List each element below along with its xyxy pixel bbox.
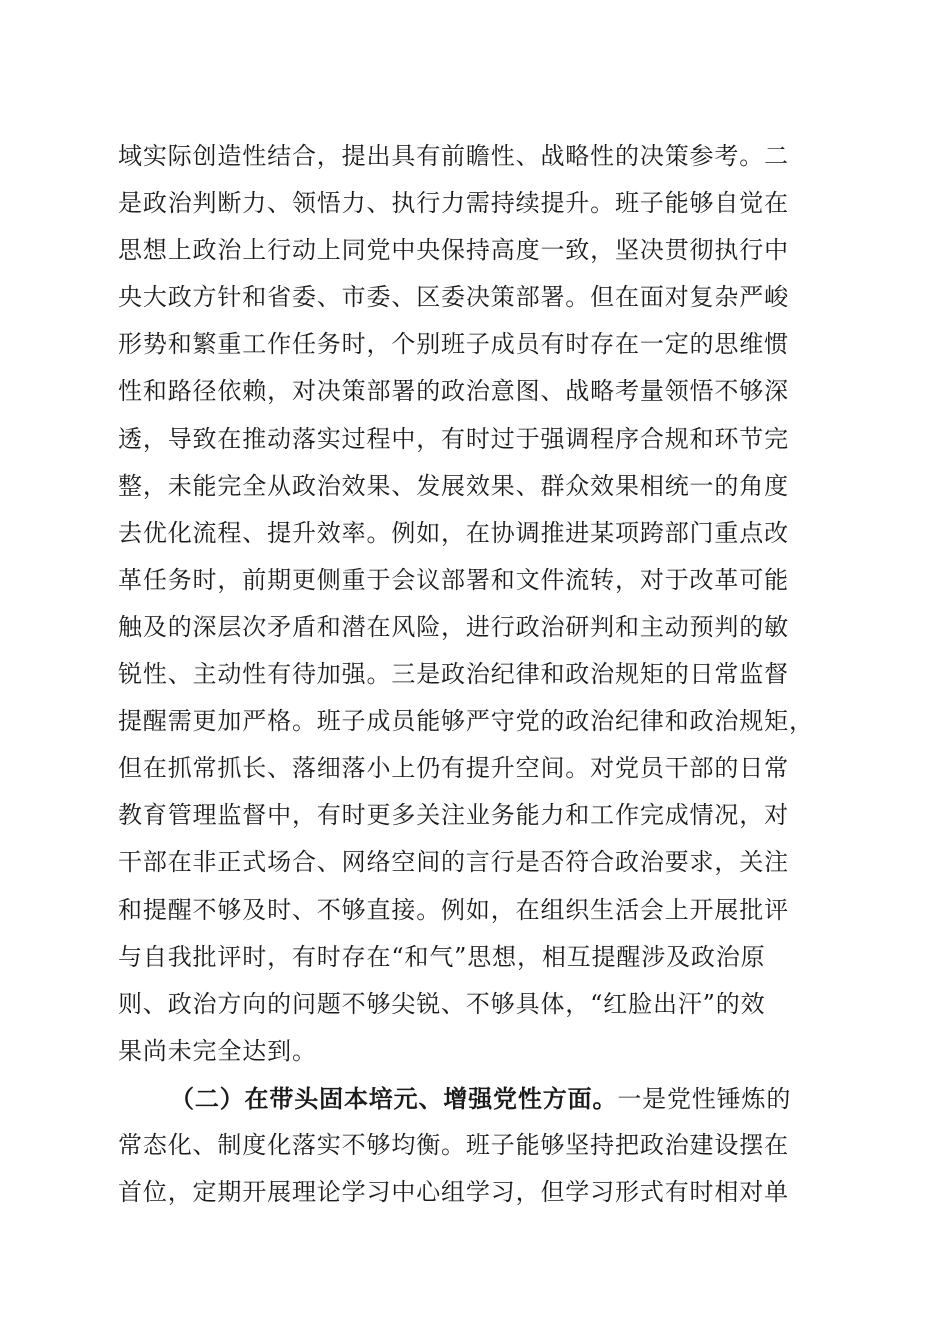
text-line: 干部在非正式场合、网络空间的言行是否符合政治要求，关注 bbox=[118, 848, 789, 877]
text-line: 央大政方针和省委、市委、区委决策部署。但在面对复杂严峻 bbox=[118, 283, 789, 312]
text-line: 但在抓常抓长、落细落小上仍有提升空间。对党员干部的日常 bbox=[118, 754, 789, 783]
text-line: 是政治判断力、领悟力、执行力需持续提升。班子能够自觉在 bbox=[118, 189, 789, 218]
text-line: 和提醒不够及时、不够直接。例如，在组织生活会上开展批评 bbox=[118, 895, 789, 924]
section-heading: （二）在带头固本培元、增强党性方面。 bbox=[170, 1083, 618, 1113]
body-text bbox=[118, 133, 838, 1216]
section-heading-line bbox=[118, 1075, 838, 1122]
text-line: 去优化流程、提升效率。例如，在协调推进某项跨部门重点改 bbox=[118, 518, 789, 547]
text-line: 整，未能完全从政治效果、发展效果、群众效果相统一的角度 bbox=[118, 471, 789, 500]
text-line: 透，导致在推动落实过程中，有时过于强调程序合规和环节完 bbox=[118, 424, 789, 453]
paragraph-1 bbox=[118, 133, 838, 1075]
text-line: 域实际创造性结合，提出具有前瞻性、战略性的决策参考。二 bbox=[118, 142, 789, 170]
text-line: 则、政治方向的问题不够尖锐、不够具体，“红脸出汗”的效 bbox=[118, 989, 766, 1018]
text-line: 首位，定期开展理论学习中心组学习，但学习形式有时相对单 bbox=[118, 1178, 789, 1207]
text-line: 革任务时，前期更侧重于会议部署和文件流转，对于改革可能 bbox=[118, 565, 789, 594]
text-line: 常态化、制度化落实不够均衡。班子能够坚持把政治建设摆在 bbox=[118, 1130, 789, 1159]
text-line: 锐性、主动性有待加强。三是政治纪律和政治规矩的日常监督 bbox=[118, 660, 789, 689]
text-line: 果尚未完全达到。 bbox=[118, 1036, 317, 1065]
text-line: 思想上政治上行动上同党中央保持高度一致，坚决贯彻执行中 bbox=[118, 236, 789, 265]
paragraph-2 bbox=[118, 1075, 838, 1216]
text-line: 教育管理监督中，有时更多关注业务能力和工作完成情况，对 bbox=[118, 801, 789, 830]
text-line: 触及的深层次矛盾和潜在风险，进行政治研判和主动预判的敏 bbox=[118, 612, 789, 641]
text-line: 性和路径依赖，对决策部署的政治意图、战略考量领悟不够深 bbox=[118, 377, 789, 406]
text-line: 与自我批评时，有时存在“和气”思想，相互提醒涉及政治原 bbox=[118, 942, 766, 971]
heading-line-rest: 一是党性锤炼的 bbox=[617, 1084, 792, 1113]
text-line: 形势和繁重工作任务时，个别班子成员有时存在一定的思维惯 bbox=[118, 330, 789, 359]
text-line: 提醒需更加严格。班子成员能够严守党的政治纪律和政治规矩， bbox=[118, 707, 814, 736]
